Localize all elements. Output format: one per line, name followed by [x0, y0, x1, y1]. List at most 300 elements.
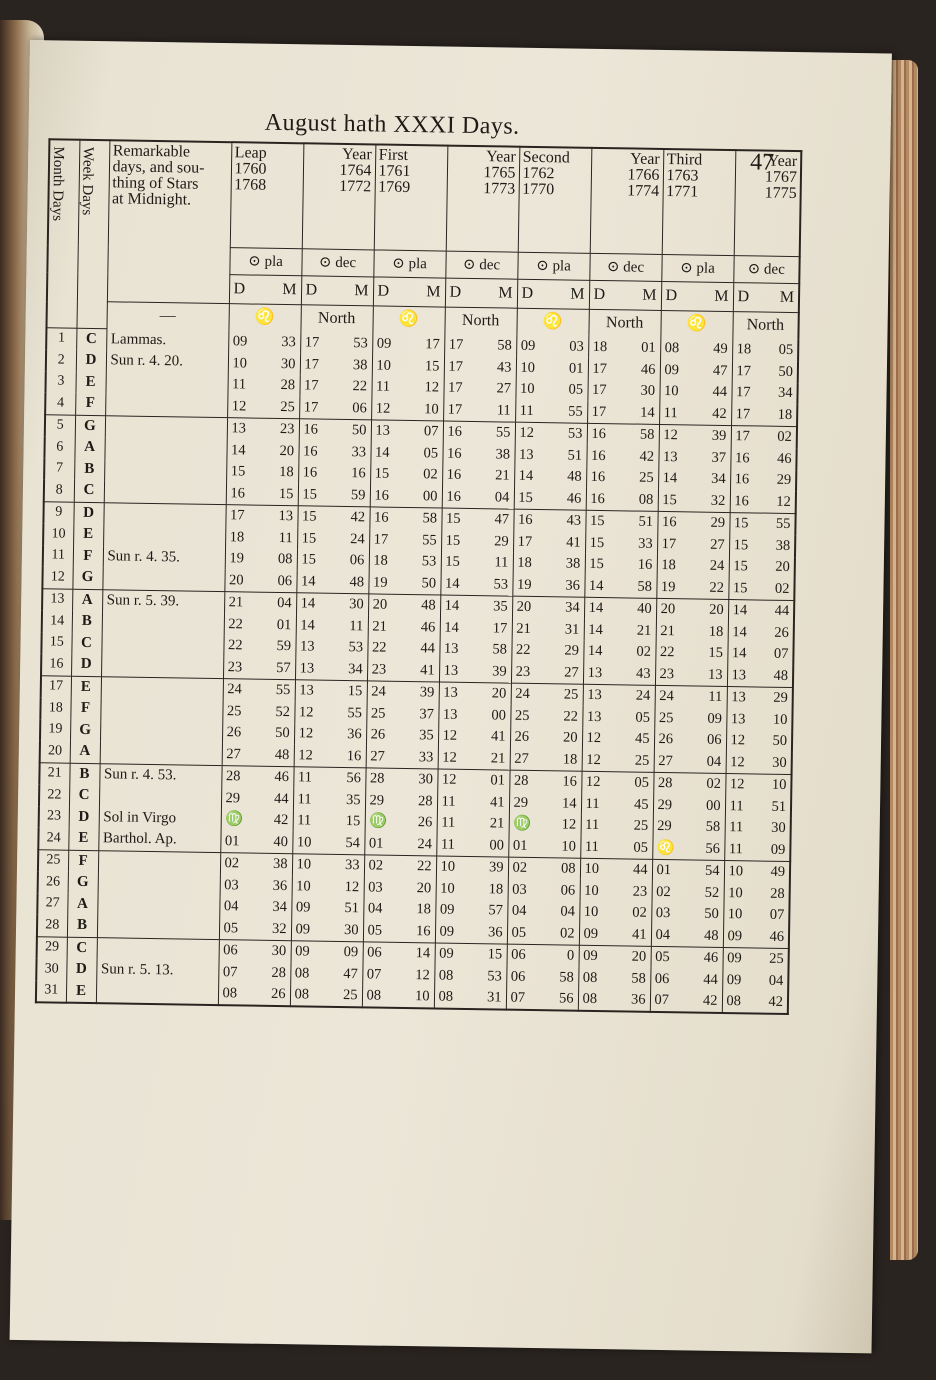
sun-place-cell	[656, 620, 728, 643]
remarkable-day-cell	[101, 676, 223, 700]
minutes-value: 36	[487, 923, 503, 941]
sun-place-cell	[516, 357, 588, 380]
degrees-value: 23	[371, 660, 387, 678]
minutes-value: 02	[632, 904, 647, 921]
week-day-letter-cell: C	[69, 785, 99, 807]
degrees-value: 19	[516, 576, 532, 593]
month-day-cell: 19	[40, 719, 70, 741]
sun-place-cell	[364, 832, 436, 855]
sun-declination-cell	[290, 962, 362, 985]
remarkable-day-cell	[105, 415, 227, 439]
degrees-value: 09	[376, 335, 392, 352]
minutes-value: 11	[708, 688, 723, 705]
minutes-value: 01	[490, 772, 506, 789]
minutes-value: 28	[770, 885, 785, 902]
degrees-value: 11	[440, 836, 456, 853]
minutes-value: 05	[778, 341, 794, 358]
degrees-value: 09	[583, 947, 598, 965]
month-day-cell: 31	[36, 980, 66, 1003]
minutes-value: 15	[347, 683, 363, 700]
sun-place-cell	[226, 482, 298, 505]
sun-declination-cell	[290, 984, 362, 1008]
degrees-value: 16	[517, 511, 533, 528]
minutes-value: 13	[707, 666, 723, 683]
sun-declination-cell	[726, 751, 792, 774]
minutes-value: 59	[350, 486, 366, 503]
degrees-value: 15	[733, 558, 748, 575]
minutes-value: 45	[633, 796, 649, 813]
degrees-label: D	[377, 282, 390, 300]
sun-place-cell	[513, 552, 585, 575]
sun-declination-cell	[439, 660, 511, 683]
minutes-value: 35	[493, 598, 508, 615]
degrees-value: 15	[733, 536, 749, 553]
degrees-value: 24	[659, 687, 674, 705]
dec-header: ⊙ dec	[445, 251, 517, 279]
sun-declination-cell	[726, 730, 792, 753]
minutes-value: 38	[495, 445, 511, 463]
remarkable-day-cell	[97, 915, 219, 939]
minutes-value: 10	[771, 776, 787, 793]
minutes-value: 01	[568, 360, 584, 377]
minutes-value: 46	[274, 768, 290, 786]
degrees-label: D	[233, 280, 246, 298]
degrees-value: 09	[295, 920, 311, 938]
degrees-value: 11	[231, 376, 247, 393]
degrees-value: 14	[732, 602, 748, 619]
week-day-letter-cell: A	[74, 437, 104, 459]
sun-place-cell	[224, 591, 296, 614]
sun-declination-cell	[297, 527, 369, 550]
degrees-value: 17	[735, 405, 751, 422]
degrees-value: 22	[515, 641, 531, 658]
minutes-value: 29	[773, 689, 788, 706]
sun-declination-cell	[724, 882, 790, 905]
minutes-value: 44	[712, 383, 728, 400]
degrees-value: 20	[660, 600, 676, 618]
degrees-value: 12	[298, 746, 313, 764]
degrees-value: 15	[445, 510, 461, 527]
degrees-value: 14	[662, 469, 678, 487]
remarkable-day-cell	[105, 372, 227, 395]
degrees-value: 26	[658, 730, 674, 748]
sun-declination-cell	[587, 423, 659, 446]
degrees-value: 09	[439, 923, 455, 940]
degrees-value: 29	[225, 789, 241, 806]
degrees-value: 13	[731, 666, 747, 683]
minutes-value: 11	[496, 401, 511, 419]
degrees-value: 04	[655, 926, 671, 943]
degrees-value: 11	[584, 838, 599, 855]
sun-place-cell	[365, 811, 437, 834]
minutes-value: 47	[343, 965, 358, 982]
degrees-value: 23	[659, 665, 675, 682]
minutes-value: 50	[772, 732, 788, 749]
minutes-value: 18	[279, 463, 294, 481]
degrees-value: 14	[518, 467, 534, 484]
remarkable-day-cell: Sun r. 5. 13.	[96, 959, 218, 982]
month-day-cell: 10	[43, 523, 73, 545]
minutes-value: 29	[494, 532, 509, 550]
sun-place-cell	[219, 917, 291, 940]
minutes-value: 15	[487, 946, 503, 963]
degrees-value: 17	[517, 533, 533, 550]
remarkable-day-cell: Sun r. 4. 35.	[103, 546, 225, 569]
sun-place-cell	[366, 724, 438, 747]
sun-place-cell	[224, 613, 296, 636]
month-day-cell: 13	[42, 588, 72, 610]
degrees-value: 17	[448, 358, 464, 375]
sun-declination-cell	[722, 947, 788, 970]
sun-place-cell	[512, 574, 584, 597]
sun-declination-cell	[580, 858, 652, 881]
sun-place-cell	[227, 417, 299, 440]
week-day-letter-cell: F	[70, 698, 100, 720]
sun-place-cell	[222, 700, 294, 723]
minutes-value: 51	[344, 900, 360, 917]
degrees-value: 11	[375, 378, 391, 395]
minutes-value: 02	[559, 924, 575, 942]
minutes-value: 33	[418, 748, 434, 765]
degrees-value: 19	[372, 573, 388, 591]
degrees-value: 12	[298, 703, 314, 721]
degrees-value: 27	[514, 750, 529, 767]
week-day-letter-cell: E	[68, 828, 98, 850]
degrees-value: 25	[226, 702, 242, 719]
sun-declination-cell	[295, 636, 367, 659]
minutes-value: 30	[280, 355, 296, 372]
minutes-value: 21	[636, 622, 652, 639]
sun-place-cell	[368, 615, 440, 638]
sun-place-cell	[222, 722, 294, 745]
minutes-value: 15	[708, 644, 724, 661]
degrees-value: 15	[301, 529, 317, 547]
degrees-value: 09	[295, 899, 311, 916]
minutes-value: 27	[710, 536, 725, 553]
sun-declination-cell	[296, 614, 368, 637]
minutes-value: 05	[635, 709, 651, 726]
minutes-value: 00	[489, 836, 505, 854]
minutes-value: 29	[710, 514, 726, 531]
sun-place-cell	[656, 576, 728, 599]
minutes-value: 49	[770, 863, 786, 880]
sun-declination-cell	[438, 704, 510, 727]
minutes-value: 35	[419, 727, 434, 744]
degrees-value: 17	[303, 398, 319, 416]
minutes-value: 45	[634, 730, 650, 747]
minutes-value: 50	[778, 363, 794, 380]
sun-place-cell	[655, 685, 727, 708]
month-day-cell: 23	[39, 806, 69, 828]
sun-declination-cell	[292, 831, 364, 854]
week-day-letter-cell: D	[76, 350, 106, 372]
degrees-value: 16	[230, 484, 246, 501]
minutes-value: 29	[776, 471, 792, 489]
month-day-cell: 27	[37, 893, 67, 915]
week-day-letter-cell: E	[71, 676, 101, 698]
minutes-value: 06	[277, 572, 293, 589]
degrees-value: 22	[659, 643, 675, 661]
almanac-table	[35, 138, 802, 1015]
minutes-value: 18	[708, 623, 724, 640]
degrees-value: 16	[302, 464, 318, 481]
week-day-letter-cell: G	[68, 872, 98, 894]
degrees-value: 13	[299, 638, 315, 655]
sun-declination-cell	[292, 853, 364, 876]
sun-place-cell	[371, 419, 443, 442]
sun-place-cell	[660, 337, 732, 360]
week-day-letter-cell: G	[75, 415, 105, 437]
degrees-label: D	[305, 281, 318, 299]
degrees-value: 05	[655, 948, 670, 966]
degrees-value: 16	[446, 445, 462, 462]
degrees-value: 12	[586, 751, 601, 768]
degrees-value: 25	[658, 709, 674, 726]
sun-place-cell	[372, 332, 444, 355]
degrees-value: 24	[515, 685, 530, 702]
degrees-value: 16	[590, 447, 606, 464]
sun-place-cell	[370, 463, 442, 486]
minutes-value: 04	[560, 903, 576, 920]
minutes-value: 21	[489, 815, 505, 832]
sun-place-cell	[510, 726, 582, 749]
sun-declination-cell	[731, 403, 797, 426]
degrees-value: 16	[374, 486, 390, 504]
sun-place-cell	[368, 571, 440, 594]
minutes-value: 28	[271, 964, 287, 981]
sun-place-cell	[652, 859, 724, 882]
sun-declination-cell	[587, 401, 659, 424]
degrees-value: 11	[729, 797, 744, 814]
sun-place-cell	[510, 705, 582, 728]
sun-declination-cell	[434, 986, 506, 1010]
degrees-value: 01	[224, 832, 240, 849]
degrees-value: 09	[439, 901, 455, 918]
sun-declination-cell	[440, 617, 512, 640]
minutes-value: 07	[773, 645, 789, 662]
pla-header: ⊙ pla	[517, 252, 589, 280]
minutes-value: 41	[489, 793, 505, 811]
sun-place-cell	[365, 767, 437, 790]
week-day-letter-cell: E	[66, 980, 96, 1003]
leap-years-header: Leap 1760 1768	[230, 142, 304, 249]
minutes-value: 30	[343, 921, 359, 938]
sun-place-cell	[367, 637, 439, 660]
sun-declination-cell	[436, 855, 508, 878]
north-label: North	[444, 307, 516, 335]
degrees-value: 13	[299, 659, 315, 677]
minutes-value: 25	[280, 398, 295, 415]
minutes-value: 25	[769, 950, 784, 967]
degrees-value: 08	[294, 986, 310, 1003]
degrees-value: 12	[298, 725, 314, 742]
minutes-value: 30	[772, 754, 787, 771]
minutes-value: 06	[560, 881, 576, 899]
sun-place-cell	[657, 554, 729, 577]
minutes-value: 58	[637, 578, 653, 595]
degrees-value: 14	[588, 599, 604, 617]
degrees-value: 09	[232, 332, 248, 350]
sun-place-cell	[368, 593, 440, 616]
sun-place-cell	[372, 354, 444, 377]
sun-place-cell	[228, 330, 300, 353]
sun-declination-cell	[443, 399, 515, 422]
degrees-value: 12	[441, 771, 457, 788]
sun-declination-cell	[444, 356, 516, 379]
remarkable-day-cell	[104, 437, 226, 460]
degrees-value: 21	[660, 622, 675, 639]
minutes-value: 54	[345, 834, 361, 851]
degrees-value: 15	[732, 579, 748, 596]
degrees-value: 17	[304, 355, 320, 373]
degrees-value: 08	[438, 967, 454, 984]
degrees-value: 12	[586, 729, 602, 747]
degrees-value: 15	[445, 532, 461, 549]
minutes-value: 53	[421, 553, 437, 570]
degrees-value: 17	[448, 336, 464, 353]
minutes-value: 24	[635, 687, 651, 704]
sun-declination-cell	[436, 877, 508, 900]
degrees-value: 13	[518, 446, 534, 463]
degrees-value: 20	[516, 598, 532, 615]
degrees-value: 09	[727, 927, 743, 944]
north-label: North	[746, 316, 785, 334]
degrees-value: 12	[442, 727, 458, 744]
minutes-value: 34	[348, 660, 363, 677]
sun-declination-cell	[722, 990, 788, 1014]
sun-declination-cell	[298, 483, 370, 506]
degrees-value: 15	[301, 551, 317, 568]
week-day-letter-cell: B	[72, 611, 102, 633]
degrees-value: 26	[514, 728, 530, 745]
degrees-value: 26	[226, 724, 242, 741]
minutes-value: 25	[639, 469, 654, 486]
minutes-value: 53	[567, 425, 583, 442]
degrees-value: 10	[728, 884, 743, 901]
minutes-value: 42	[273, 811, 289, 829]
degrees-value: 10	[584, 882, 599, 899]
minutes-value: 22	[563, 707, 579, 725]
sun-place-cell	[513, 531, 585, 554]
sun-declination-cell	[435, 920, 507, 943]
minutes-label: M	[354, 282, 369, 300]
minutes-label: M	[498, 284, 513, 302]
minutes-value: 59	[276, 637, 292, 655]
sun-declination-cell	[297, 505, 369, 528]
sun-declination-cell	[586, 488, 658, 511]
sun-place-cell	[506, 987, 578, 1011]
degrees-value: 18	[517, 554, 532, 571]
sun-place-cell	[516, 335, 588, 358]
minutes-value: 20	[279, 442, 295, 459]
minutes-value: 04	[494, 488, 510, 506]
sun-place-cell	[509, 813, 581, 836]
month-day-cell: 15	[41, 632, 71, 654]
degrees-value: 11	[585, 795, 600, 812]
minutes-value: 58	[559, 968, 574, 986]
minutes-value: 33	[344, 857, 360, 874]
minutes-value: 41	[420, 661, 435, 678]
leap-year-cycle-header: Year 1764 1772	[302, 143, 376, 250]
sun-place-cell	[223, 678, 295, 701]
degrees-value: 06	[654, 970, 670, 987]
minutes-value: 33	[351, 443, 367, 460]
minutes-value: 50	[275, 724, 290, 742]
minutes-value: 50	[704, 905, 719, 922]
degrees-value: 09	[726, 971, 742, 988]
degrees-value: 16	[734, 492, 749, 509]
minutes-value: 28	[280, 376, 296, 394]
degrees-value: 15	[589, 512, 605, 530]
sun-declination-cell	[729, 534, 795, 557]
sun-declination-cell	[300, 353, 372, 376]
sun-declination-cell	[585, 553, 657, 576]
sun-place-cell	[511, 683, 583, 706]
degrees-value: 26	[370, 726, 386, 743]
sun-place-cell	[221, 765, 293, 788]
degrees-value: 22	[227, 637, 243, 654]
sun-place-cell	[369, 528, 441, 551]
sun-place-cell	[651, 902, 723, 925]
minutes-value: 54	[704, 862, 720, 879]
sun-declination-cell	[299, 418, 371, 441]
sun-place-cell	[508, 857, 580, 880]
sun-declination-cell	[579, 901, 651, 924]
minutes-value: 26	[270, 985, 286, 1003]
minutes-value: 44	[703, 971, 718, 988]
month-day-cell: 29	[37, 936, 67, 958]
sun-place-cell	[657, 533, 729, 556]
degrees-value: 18	[592, 338, 608, 355]
degrees-value: ♌	[656, 839, 676, 856]
third-years-header: Third 1763 1771	[662, 149, 736, 256]
degrees-value: 09	[727, 950, 742, 967]
sun-place-cell	[655, 641, 727, 664]
minutes-value: 14	[561, 794, 577, 812]
degrees-value: 14	[444, 619, 459, 636]
remarkable-day-cell	[99, 785, 221, 808]
month-day-cell: 5	[45, 414, 75, 436]
minutes-value: 02	[774, 580, 790, 597]
minutes-value: 24	[417, 835, 433, 852]
minutes-value: 36	[565, 576, 581, 594]
minutes-value: 18	[562, 750, 578, 768]
minutes-value: 46	[566, 489, 582, 507]
minutes-value: 47	[494, 511, 510, 528]
sun-place-cell	[221, 787, 293, 810]
degrees-value: 13	[299, 682, 314, 699]
sun-declination-cell	[579, 945, 651, 968]
sun-declination-cell	[300, 331, 372, 354]
sun-declination-cell	[727, 643, 793, 666]
degrees-value: 10	[440, 880, 455, 897]
minutes-value: 22	[709, 579, 725, 596]
minutes-value: 08	[560, 860, 576, 877]
minutes-value: 52	[275, 703, 291, 720]
degrees-value: 07	[222, 963, 238, 980]
minutes-value: 42	[639, 448, 655, 465]
degrees-value: 17	[304, 334, 320, 351]
minutes-value: 04	[768, 972, 784, 989]
sun-place-cell	[515, 422, 587, 445]
minutes-value: 05	[568, 381, 584, 398]
degrees-value: 07	[654, 991, 670, 1009]
leo-sign-icon: ♌	[660, 310, 732, 338]
degrees-value: 11	[729, 819, 744, 836]
degrees-value: 06	[511, 946, 526, 963]
degrees-value: 13	[730, 710, 746, 727]
minutes-value: 18	[416, 901, 432, 918]
